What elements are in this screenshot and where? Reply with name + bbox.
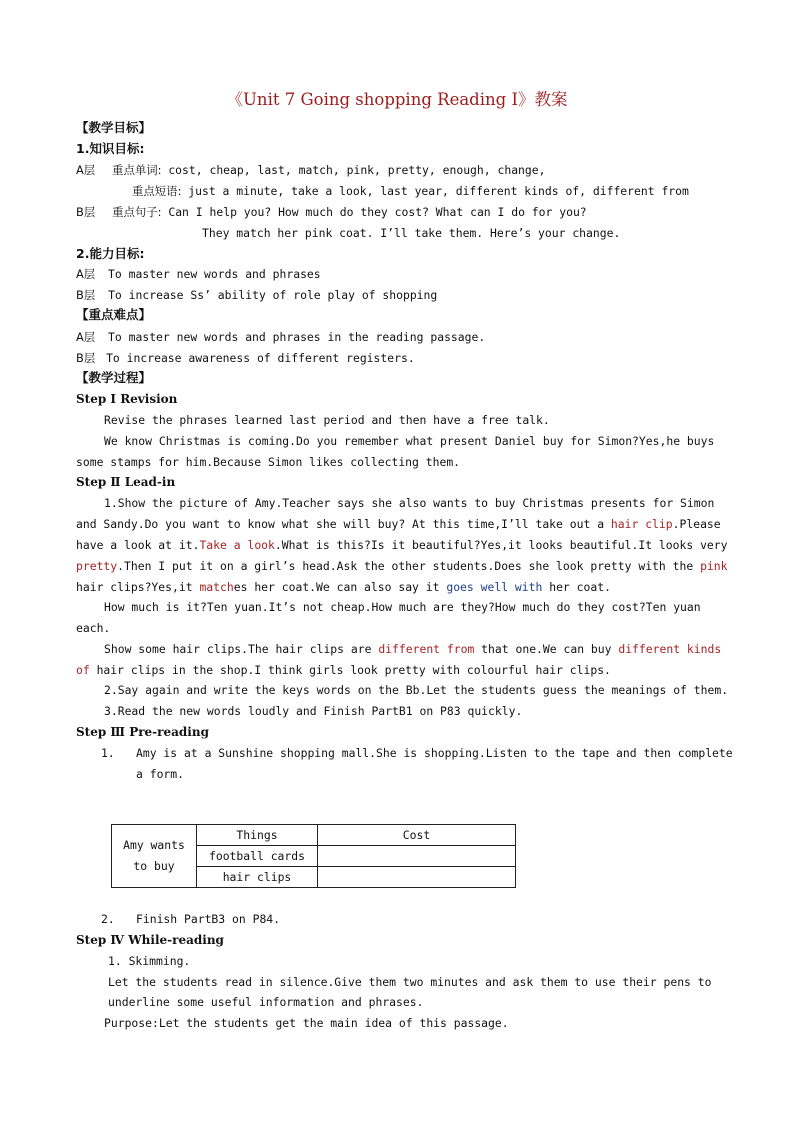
highlight-pretty: pretty <box>76 559 118 573</box>
step-3-item-1-line-1: Amy is at a Sunshine shopping mall.She is shopping.Listen to the tape and then complete <box>136 746 733 760</box>
step-2-line-2-text: and Sandy.Do you want to know what she will buy? At this time,I’ll take out a <box>76 517 611 531</box>
step-2-line-1: 1.Show the picture of Amy.Teacher says she also wants to buy Christmas presents for Simon <box>104 496 715 510</box>
key-sentences-2: They match her pink coat. I’ll take them. Here’s your change. <box>202 226 621 240</box>
step-4-line-3: underline some useful information and phrases. <box>108 995 424 1009</box>
table-row <box>112 825 516 846</box>
level-b-label: B层 <box>76 205 96 219</box>
step-2-heading: Step Ⅱ Lead-in <box>76 475 176 489</box>
key-level-a: A层 <box>76 330 96 344</box>
key-sentences-label: 重点句子: <box>112 205 162 219</box>
step-1-para-1: Revise the phrases learned last period and then have a free talk. <box>104 413 550 427</box>
highlight-goes-well-with: goes well with <box>446 580 543 594</box>
key-sentences-1: Can I help you? How much do they cost? What can I do for you? <box>168 205 587 219</box>
step-4-skimming: 1. Skimming. <box>108 954 191 968</box>
step-3-heading: Step Ⅲ Pre-reading <box>76 725 209 739</box>
key-level-b: B层 <box>76 351 96 365</box>
step-2-line-5 <box>76 579 611 595</box>
highlight-match: match <box>199 580 234 594</box>
step-2-line-6: How much is it?Ten yuan.It’s not cheap.How much are they?How much do they cost?Ten yuan <box>104 600 701 614</box>
step-2-line-3 <box>76 537 728 553</box>
step-3-item-2-text: Finish PartB3 on P84. <box>136 912 281 926</box>
key-b-text: To increase awareness of different registers. <box>106 351 415 365</box>
step-2-line-3-end: .What is this?Is it beautiful?Yes,it looks beautiful.It looks very <box>274 538 728 552</box>
shopping-form-table <box>111 824 516 888</box>
key-words-label: 重点单词: <box>112 163 162 177</box>
key-phrases: just a minute, take a look, last year, different kinds of, different from <box>188 184 689 198</box>
heading-teaching-goals: 【教学目标】 <box>76 120 152 135</box>
line-ability-b <box>76 287 437 303</box>
line-key-b <box>76 350 415 366</box>
highlight-different-from: different from <box>378 642 475 656</box>
step-2-line-5-mid: es her coat.We can also say it <box>233 580 447 594</box>
step-2-line-8 <box>104 641 721 657</box>
ability-level-b: B层 <box>76 288 96 302</box>
highlight-hair-clip: hair clip <box>610 517 673 531</box>
step-2-line-3-text: have a look at it. <box>76 538 200 552</box>
document-title: 《Unit 7 Going shopping Reading I》教案 <box>226 90 568 109</box>
key-phrases-label: 重点短语: <box>132 184 182 198</box>
step-2-line-8-text: Show some hair clips.The hair clips are <box>104 642 379 656</box>
highlight-of: of <box>76 663 90 677</box>
ability-level-a: A层 <box>76 267 96 281</box>
line-key-sentences <box>76 204 587 220</box>
cost-cell-empty[interactable] <box>318 867 516 888</box>
row-header-line-2: to buy <box>133 859 175 873</box>
heading-teaching-process: 【教学过程】 <box>76 370 152 385</box>
step-2-line-5-text: hair clips?Yes,it <box>76 580 200 594</box>
heading-key-points: 【重点难点】 <box>76 307 152 322</box>
cost-cell-empty[interactable] <box>318 846 516 867</box>
step-2-line-10: 2.Say again and write the keys words on the Bb.Let the students guess the meanings of them. <box>104 683 729 697</box>
step-2-line-11: 3.Read the new words loudly and Finish PartB1 on P83 quickly. <box>104 704 523 718</box>
col-header-cost: Cost <box>318 825 516 846</box>
item-cell: football cards <box>197 846 318 867</box>
step-3-item-2-number: 2. <box>101 912 115 926</box>
step-2-line-2-end: .Please <box>672 517 721 531</box>
highlight-different-kinds: different kinds <box>618 642 722 656</box>
key-words: cost, cheap, last, match, pink, pretty, enough, change, <box>168 163 546 177</box>
step-3-item-1-number: 1. <box>101 746 115 760</box>
highlight-take-a-look: Take a look <box>199 538 275 552</box>
step-4-line-2: Let the students read in silence.Give them two minutes and ask them to use their pens to <box>108 975 712 989</box>
row-header-line-1: Amy wants <box>123 838 185 852</box>
step-1-para-2-line-2: some stamps for him.Because Simon likes collecting them. <box>76 455 461 469</box>
heading-knowledge-goals: 1.知识目标: <box>76 141 145 156</box>
step-2-line-5-end: her coat. <box>542 580 611 594</box>
key-a-text: To master new words and phrases in the reading passage. <box>108 330 486 344</box>
step-2-line-8-mid: that one.We can buy <box>474 642 619 656</box>
ability-b-text: To increase Ss’ ability of role play of shopping <box>108 288 438 302</box>
step-3-item-1-line-2: a form. <box>136 767 185 781</box>
item-cell: hair clips <box>197 867 318 888</box>
line-key-words <box>76 162 546 178</box>
step-1-para-2-line-1: We know Christmas is coming.Do you remember what present Daniel buy for Simon?Yes,he buys <box>104 434 715 448</box>
line-ability-a <box>76 266 321 282</box>
step-2-line-9-text: hair clips in the shop.I think girls look pretty with colourful hair clips. <box>89 663 611 677</box>
step-1-heading: Step Ⅰ Revision <box>76 392 178 406</box>
step-2-line-7: each. <box>76 621 111 635</box>
row-header-cell <box>112 825 197 888</box>
heading-ability-goals: 2.能力目标: <box>76 246 145 261</box>
ability-a-text: To master new words and phrases <box>108 267 321 281</box>
step-2-line-4 <box>76 558 728 574</box>
step-2-line-4-text: .Then I put it on a girl’s head.Ask the other students.Does she look pretty with the <box>117 559 701 573</box>
step-2-line-2 <box>76 516 721 532</box>
line-key-phrases <box>132 183 689 199</box>
level-a-label: A层 <box>76 163 96 177</box>
col-header-things: Things <box>197 825 318 846</box>
step-4-purpose: Purpose:Let the students get the main idea of this passage. <box>104 1016 509 1030</box>
step-4-heading: Step Ⅳ While-reading <box>76 933 224 947</box>
step-2-line-9 <box>76 662 611 678</box>
highlight-pink: pink <box>700 559 728 573</box>
line-key-a <box>76 329 485 345</box>
